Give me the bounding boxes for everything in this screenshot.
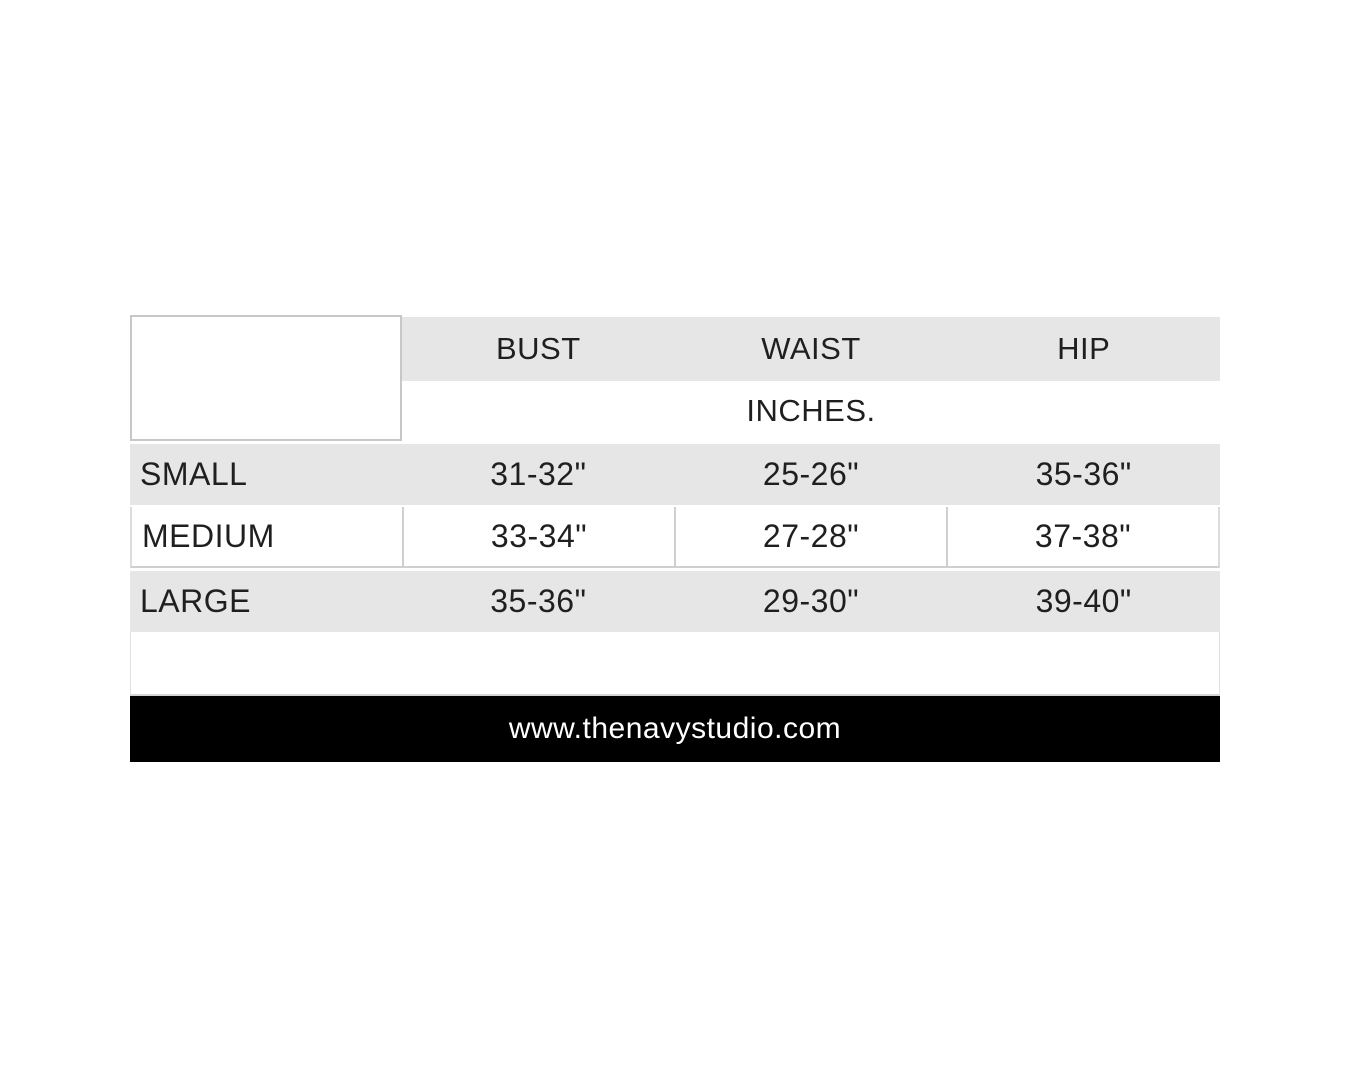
footer-bar — [130, 696, 1220, 762]
corner-cell — [130, 315, 402, 441]
empty-spacer-row — [130, 632, 1220, 696]
unit-label: INCHES. — [746, 393, 876, 428]
column-header-bust: BUST — [495, 331, 581, 366]
column-header-waist: WAIST — [761, 331, 861, 366]
size-chart-table — [130, 315, 1220, 762]
unit-row-spacer-left — [402, 381, 675, 441]
row-label-large: LARGE — [140, 583, 251, 619]
row-label-medium: MEDIUM — [142, 518, 275, 554]
table-header — [130, 315, 1220, 441]
website-url: www.thenavystudio.com — [508, 712, 842, 745]
unit-row-spacer-right — [947, 381, 1220, 441]
column-header-row — [402, 317, 1220, 381]
medium-hip-value: 37-38" — [946, 507, 1218, 566]
large-waist-value: 29-30" — [762, 583, 860, 619]
header-right-block — [402, 315, 1220, 441]
table-row-medium — [130, 507, 1220, 568]
table-row-small — [130, 444, 1220, 505]
large-bust-value: 35-36" — [490, 583, 587, 619]
large-hip-value: 39-40" — [1035, 583, 1132, 619]
column-header-hip: HIP — [1057, 331, 1111, 366]
small-waist-value: 25-26" — [762, 456, 860, 492]
small-hip-value: 35-36" — [1035, 456, 1132, 492]
row-label-small: SMALL — [140, 456, 248, 492]
table-row-large — [130, 571, 1220, 632]
medium-bust-value: 33-34" — [402, 507, 674, 566]
medium-waist-value: 27-28" — [674, 507, 946, 566]
unit-row — [402, 381, 1220, 441]
small-bust-value: 31-32" — [490, 456, 587, 492]
